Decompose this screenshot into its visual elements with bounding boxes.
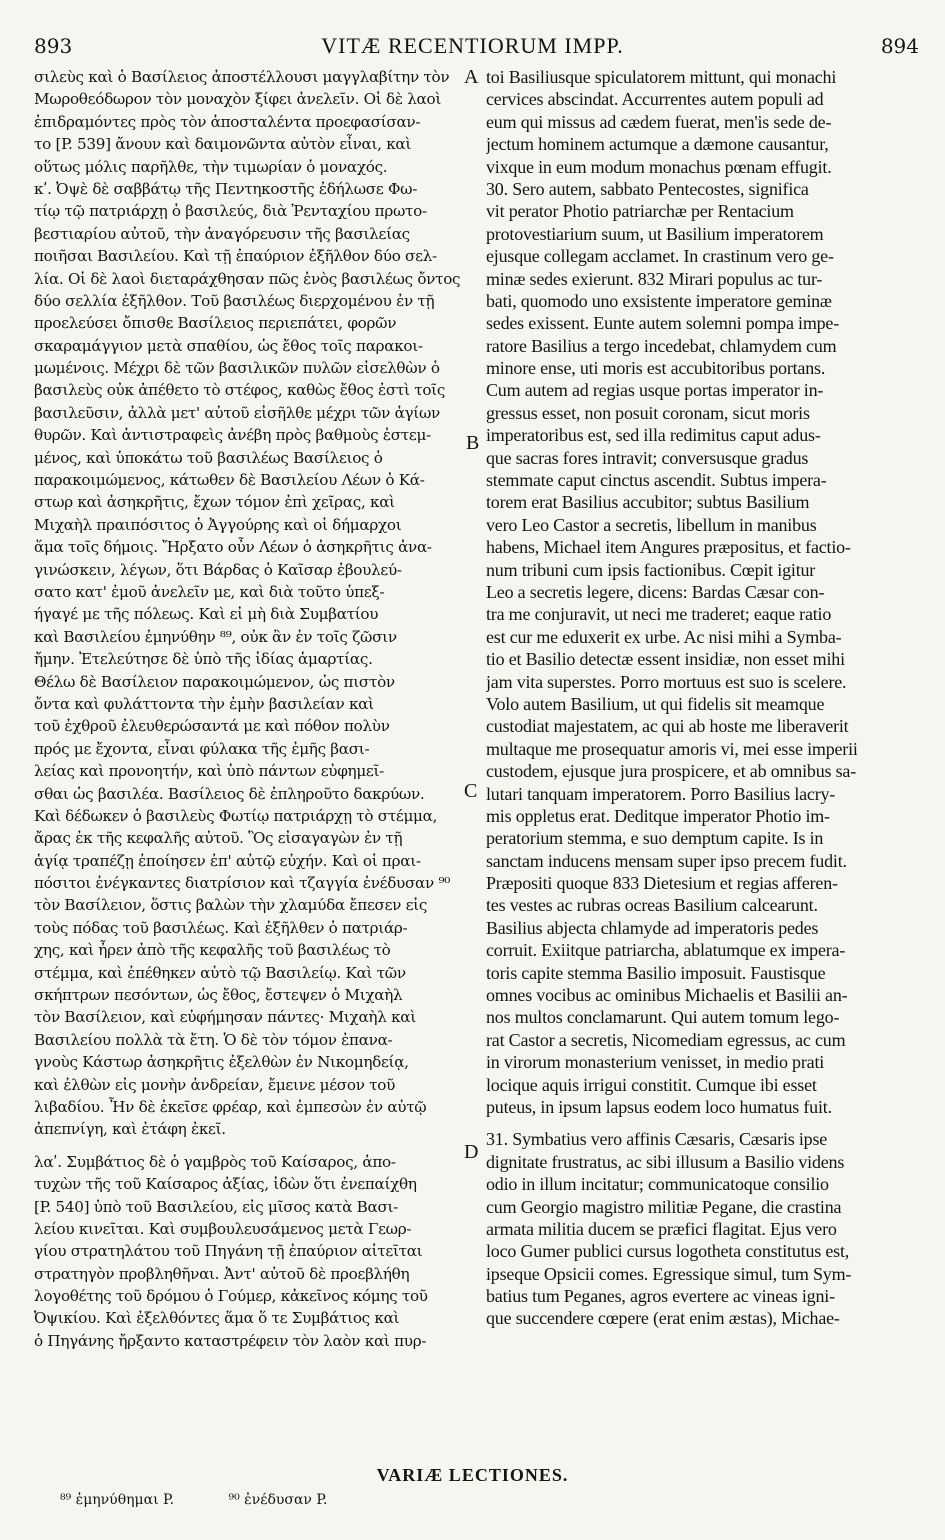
greek-text-line: ἄρας ἐκ τῆς κεφαλῆς αὐτοῦ. Ὃς εἰσαγαγὼν ἐν τῇ <box>34 829 403 848</box>
latin-text-line: Leo a secretis legere, dicens: Bardas Cæsar con- <box>486 581 825 602</box>
greek-text-line: σκαραμάγγιον μετὰ σπαθίου, ὡς ἔθος τοῖς παρακοι- <box>34 336 423 355</box>
latin-text-line <box>486 1118 910 1128</box>
greek-text-line: λογοθέτης τοῦ δρόμου ὁ Γούμερ, κἀκεῖνος κόμης τοῦ <box>34 1287 428 1306</box>
greek-text-column <box>34 66 462 1352</box>
greek-text-line: δύο σελλία ἐξῆλθον. Τοῦ βασιλέως διερχομένου ἐν τῇ <box>34 291 435 310</box>
margin-letter: A <box>464 66 479 88</box>
latin-text-column <box>486 66 910 1330</box>
greek-text-line: τυχὼν τῆς τοῦ Καίσαρος ἀξίας, ἰδὼν ὅτι ἐνεπαίχθη <box>34 1175 417 1194</box>
latin-text-line: locique aquis irrigui constitit. Cumque ibi esset <box>486 1074 817 1095</box>
variae-lectiones-heading: VARIÆ LECTIONES. <box>376 1465 569 1485</box>
greek-text-line: Θέλω δὲ Βασίλειον παρακοιμώμενον, ὡς πιστὸν <box>34 672 395 691</box>
greek-text-line: λείας καὶ προνοητήν, καὶ ὑπὸ πάντων εὐφημεῖ- <box>34 762 384 781</box>
latin-text-line: 31. Symbatius vero affinis Cæsaris, Cæsaris ipse <box>486 1129 828 1150</box>
latin-text-line: nos multos conclamarunt. Qui autem tomum lego- <box>486 1007 840 1028</box>
latin-text-line: tes vestes ac rubras ocreas Basilium calcearunt. <box>486 895 818 916</box>
greek-text-line <box>34 1141 462 1151</box>
greek-text-line: ὁ Πηγάνης ἤρξαντο καταστρέφειν τὸν λαὸν καὶ πυρ- <box>34 1331 427 1350</box>
greek-text-line: ἐπιδραμόντες πρὸς τὸν ἀποσταλέντα προεφασίσαν- <box>34 112 421 131</box>
latin-text-line: habens, Michael item Angures præpositus, et factio- <box>486 537 851 558</box>
greek-text-line: καὶ ἐλθὼν εἰς μονὴν ἀνδρείαν, ἔμεινε μέσον τοῦ <box>34 1075 396 1094</box>
latin-text-line: est cur me eduxerit ex urbe. Ac nisi mihi a Symba- <box>486 626 842 647</box>
latin-text-line: bati, quomodo uno exsistente imperatore geminæ <box>486 290 832 311</box>
greek-text-line: οὕτως μόλις παρῆλθε, τὴν τιμωρίαν ὁ μοναχός. <box>34 157 388 176</box>
greek-text-line: τὸν Βασίλειον, ὅστις βαλὼν τὴν χλαμύδα ἔπεσεν εἰς <box>34 896 428 915</box>
greek-text-line: στρατηγὸν προβληθῆναι. Ἀντ' αὐτοῦ δὲ προεβλήθη <box>34 1264 410 1283</box>
greek-text-line: πρός με ἔχοντα, εἶναι φύλακα τῆς ἐμῆς βασι- <box>34 739 370 758</box>
latin-text-line: odio in illum incitatur; communicatoque consilio <box>486 1174 829 1195</box>
latin-text-line: jam vita superstes. Porro mortuus est suo is scelere. <box>486 671 847 692</box>
greek-text-line: σατο κατ' ἐμοῦ ἀνελεῖν με, καὶ διὰ τοῦτο ὑπεξ- <box>34 582 385 601</box>
greek-text-line: μένος, καὶ ὑποκάτω τοῦ βασιλέως Βασίλειος ὁ <box>34 448 383 467</box>
latin-text-line: loco Gumer publici cursus logotheta constitutus est, <box>486 1241 850 1262</box>
latin-text-line: sanctam inducens mensam super ipso precem fudit. <box>486 850 847 871</box>
greek-text-line: τὸν Βασίλειον, καὶ εὐφήμησαν πάντες· Μιχαὴλ καὶ <box>34 1008 416 1027</box>
greek-text-line: ἁγίᾳ τραπέζῃ ἐποίησεν ἐπ' αὐτῷ εὐχήν. Καὶ οἱ πραι- <box>34 851 421 870</box>
latin-text-line: cum Georgio magistro militiæ Pegane, die crastina <box>486 1196 842 1217</box>
latin-text-line: minæ sedes exierunt. 832 Mirari populus ac tur- <box>486 268 823 289</box>
greek-text-line: προελεύσει ὄπισθε Βασίλειος περιεπάτει, φορῶν <box>34 314 397 333</box>
latin-text-line: num tribuni cum ipsis factionibus. Cœpit igitur <box>486 559 816 580</box>
latin-text-line: multaque me prosequatur amoris vi, mei esse imperii <box>486 738 858 759</box>
greek-text-line: θυρῶν. Καὶ ἀντιστραφεὶς ἀνέβη πρὸς βαθμοὺς ἐστεμ- <box>34 426 431 445</box>
latin-text-line: gressus esset, non posuit coronam, sicut moris <box>486 402 810 423</box>
latin-text-line: sedes exissent. Eunte autem solemni pompa impe- <box>486 313 840 334</box>
greek-text-line: Μωροθεόδωρον τὸν μοναχὸν ξίφει ἀνελεῖν. Οἱ δὲ λαοὶ <box>34 90 441 109</box>
latin-text-line: Præpositi quoque 833 Dietesium et regias afferen- <box>486 873 838 894</box>
page-number-left: 893 <box>34 34 73 58</box>
latin-text-line: vit perator Photio patriarchæ per Rentacium <box>486 201 794 222</box>
footnote: ⁹⁰ ἐνέδυσαν P. <box>228 1492 328 1508</box>
greek-text-line: μωμένοις. Μέχρι δὲ τῶν βασιλικῶν πυλῶν εἰσελθὼν ὁ <box>34 359 440 378</box>
latin-text-line: omnes vocibus ac ominibus Michaelis et Basilii an- <box>486 985 848 1006</box>
greek-text-line: ποιῆσαι Βασιλείου. Καὶ τῇ ἐπαύριον ἐξῆλθον δύο σελ- <box>34 247 437 266</box>
greek-text-line: τοὺς πόδας τοῦ βασιλέως. Καὶ ἐξῆλθεν ὁ πατριάρ- <box>34 918 408 937</box>
greek-text-line: λιβαδίου. Ἦν δὲ ἐκεῖσε φρέαρ, καὶ ἐμπεσὼν ἐν αὐτῷ <box>34 1097 427 1116</box>
greek-text-line: κʹ. Ὀψὲ δὲ σαββάτῳ τῆς Πεντηκοστῆς ἐδήλωσε Φω- <box>34 179 418 198</box>
latin-text-line: toris capite stemma Basilio imposuit. Faustisque <box>486 962 826 983</box>
greek-text-line: ὄντα καὶ φυλάττοντα τὴν ἐμὴν βασιλείαν καὶ <box>34 694 374 713</box>
greek-text-line: πόσιτοι ἐνέγκαντες διατρίσιον καὶ τζαγγία ἐνέδυσαν ⁹⁰ <box>34 874 451 893</box>
latin-text-line: que succendere cœpere (erat enim æstas), Michae- <box>486 1308 840 1329</box>
greek-text-line: παρακοιμώμενος, κάτωθεν δὲ Βασιλείου Λέων ὁ Κά- <box>34 471 425 490</box>
greek-text-line: γίου στρατηλάτου τοῦ Πηγάνη τῇ ἐπαύριον αἰτεῖται <box>34 1242 423 1261</box>
greek-text-line: χης, καὶ ἦρεν ἀπὸ τῆς κεφαλῆς τοῦ βασιλέως τὸ <box>34 941 391 960</box>
latin-text-line: tra me conjuravit, ut neci me traderet; eaque ratio <box>486 604 832 625</box>
page-header <box>0 34 945 64</box>
latin-text-line: ipseque Opsicii comes. Egressique simul, tum Sym- <box>486 1263 852 1284</box>
latin-text-line: in virorum monasterium venisset, in medio prati <box>486 1052 825 1073</box>
latin-text-line: minore ense, uti moris est accubitoribus portans. <box>486 358 826 379</box>
latin-text-line: 30. Sero autem, sabbato Pentecostes, significa <box>486 178 809 199</box>
greek-text-line: ἤμην. Ἐτελεύτησε δὲ ὑπὸ τῆς ἰδίας ἁμαρτίας. <box>34 650 373 669</box>
greek-text-line: γνοὺς Κάστωρ ἀσηκρῆτις ἐξελθὼν ἐν Νικομηδείᾳ, <box>34 1053 409 1072</box>
greek-text-line: τίῳ τῷ πατριάρχῃ ὁ βασιλεύς, διὰ Ῥενταχίου πρωτο- <box>34 202 427 221</box>
greek-text-line: στέμμα, καὶ ἐπέθηκεν αὐτὸ τῷ Βασιλείῳ. Καὶ τῶν <box>34 963 406 982</box>
latin-text-line: jectum hominem actumque a dæmone causantur, <box>486 134 829 155</box>
latin-text-line: peratorium stemma, e suo demptum capite. Is in <box>486 828 824 849</box>
greek-text-line: Βασιλείου πολλὰ τὰ ἔτη. Ὁ δὲ τὸν τόμον ἐπανα- <box>34 1030 393 1049</box>
greek-text-line: λαʹ. Συμβάτιος δὲ ὁ γαμβρὸς τοῦ Καίσαρος, ἀπο- <box>34 1152 396 1171</box>
latin-text-line: toi Basiliusque spiculatorem mittunt, qui monachi <box>486 67 837 87</box>
greek-text-line: ήγαγέ με τῆς πόλεως. Καὶ εἰ μὴ διὰ Συμβατίου <box>34 605 379 624</box>
latin-text-line: que sacras fores intravit; conversusque gradus <box>486 447 809 468</box>
margin-letter: B <box>466 432 480 454</box>
running-title: VITÆ RECENTIORUM IMPP. <box>321 33 624 58</box>
latin-text-line: rat Castor a secretis, Nicomediam egressus, ac cum <box>486 1029 846 1050</box>
latin-text-line: imperatoribus est, sed illa redimitus caput adus- <box>486 425 821 446</box>
greek-text-line: Καὶ δέδωκεν ὁ βασιλεὺς Φωτίῳ πατριάρχῃ τὸ στέμμα, <box>34 806 438 825</box>
latin-text-line: Basilius abjecta chlamyde ad imperatoris pedes <box>486 917 819 938</box>
latin-text-line: batius tum Peganes, agros evertere ac vineas igni- <box>486 1286 835 1307</box>
latin-text-line: vixque in eum modum monachus pœnam effugit. <box>486 156 832 177</box>
latin-text-line: ejusque collegam acclamet. In crastinum vero ge- <box>486 246 834 267</box>
latin-text-line: Volo autem Basilium, ut qui fidelis sit meamque <box>486 693 825 714</box>
latin-text-line: armata militia ducem se præfici flagitat. Ejus vero <box>486 1218 837 1239</box>
latin-text-line: tio et Basilio detectæ essent insidiæ, non esset mihi <box>486 649 845 670</box>
greek-text-line: βεστιαρίου αὐτοῦ, τὴν ἀναγόρευσιν τῆς βασιλείας <box>34 224 410 243</box>
greek-text-line: Ὀψικίου. Καὶ ἐξελθόντες ἅμα ὅ τε Συμβάτιος καὶ <box>34 1309 400 1328</box>
footnote: ⁸⁹ ἐμηνύθημαι P. <box>60 1492 175 1508</box>
margin-letter: D <box>464 1141 479 1163</box>
latin-text-line: protovestiarium suum, ut Basilium imperatorem <box>486 223 824 244</box>
latin-text-line: ratore Basilius a tergo incedebat, chlamydem cum <box>486 335 837 356</box>
latin-text-line: custodiat majestatem, ac qui ab hoste me liberaverit <box>486 716 849 737</box>
latin-text-line: dignitate frustratus, ac sibi illusum a Basilio videns <box>486 1151 845 1172</box>
latin-text-line: cervices abscindat. Accurrentes autem populi ad <box>486 89 824 110</box>
latin-text-line: torem erat Basilius accubitor; subtus Basilium <box>486 492 810 513</box>
greek-text-line: ἀπεπνίγη, καὶ ἐτάφη ἐκεῖ. <box>34 1120 226 1139</box>
latin-text-line: Cum autem ad regias usque portas imperator in- <box>486 380 824 401</box>
greek-text-line: βασιλεῦσιν, ἀλλὰ μετ' αὐτοῦ εἰσῆλθε μέχρι τῶν ἁγίων <box>34 403 440 422</box>
greek-text-line: λία. Οἱ δὲ λαοὶ διεταράχθησαν πῶς ἑνὸς βασιλέως ὄντος <box>34 269 461 288</box>
greek-text-line: τοῦ ἐχθροῦ ἐλευθερώσαντά με καὶ πόθον πολὺν <box>34 717 390 736</box>
greek-text-line: σκήπτρων πεσόντων, ὡς ἔθος, ἔστεψεν ὁ Μιχαὴλ <box>34 986 403 1005</box>
greek-text-line: το [P. 539] ἄνουν καὶ δαιμονῶντα αὐτὸν εἶναι, καὶ <box>34 135 412 154</box>
greek-text-line: βασιλεὺς οὐκ ἀπέθετο τὸ στέφος, καθὼς ἔθος ἐστὶ τοῖς <box>34 381 446 400</box>
latin-text-line: eum qui missus ad cædem fuerat, men'is sede de- <box>486 111 832 132</box>
greek-text-line: σθαι ὡς βασιλέα. Βασίλειος δὲ ἐπληροῦτο δακρύων. <box>34 784 425 803</box>
greek-text-line: γινώσκειν, λέγων, ὅτι Βάρδας ὁ Καῖσαρ ἐβουλεύ- <box>34 560 402 579</box>
margin-letter: C <box>464 780 478 802</box>
greek-text-line: [P. 540] ὑπὸ τοῦ Βασιλείου, εἰς μῖσος κατὰ Βασι- <box>34 1197 399 1216</box>
latin-text-line: stemmate caput cinctus ascendit. Subtus impera- <box>486 470 827 491</box>
latin-text-line: mis oppletus erat. Deditque imperator Photio im- <box>486 805 830 826</box>
greek-text-line: Μιχαὴλ πραιπόσιτος ὁ Ἀγγούρης καὶ οἱ δήμαρχοι <box>34 515 402 534</box>
latin-text-line: lutari tanquam imperatorem. Porro Basilius lacry- <box>486 783 836 804</box>
latin-text-line: vero Leo Castor a secretis, libellum in manibus <box>486 514 817 535</box>
greek-text-line: καὶ Βασιλείου ἐμηνύθην ⁸⁹, οὐκ ἂν ἐν τοῖς ζῶσιν <box>34 627 397 646</box>
greek-text-line: ἅμα τοῖς δήμοις. Ἤρξατο οὖν Λέων ὁ ἀσηκρῆτις ἀνα- <box>34 538 432 557</box>
greek-text-line: λείου κινεῖται. Καὶ συμβουλευσάμενος μετὰ Γεωρ- <box>34 1219 412 1238</box>
latin-text-line: corruit. Exiitque patriarcha, ablatumque ex impera- <box>486 940 846 961</box>
page-number-right: 894 <box>880 34 919 58</box>
latin-text-line: custodem, ejusque jura prospicere, et ab omnibus sa- <box>486 761 856 782</box>
greek-text-line: σιλεὺς καὶ ὁ Βασίλειος ἀποστέλλουσι μαγγλαβίτην τὸν <box>34 68 450 86</box>
footnotes <box>60 1492 660 1508</box>
latin-text-line: puteus, in ipsum lapsus eodem loco humatus fuit. <box>486 1096 832 1117</box>
greek-text-line: στωρ καὶ ἀσηκρῆτις, ἔχων τόμον ἐπὶ χεῖρας, καὶ <box>34 493 395 512</box>
